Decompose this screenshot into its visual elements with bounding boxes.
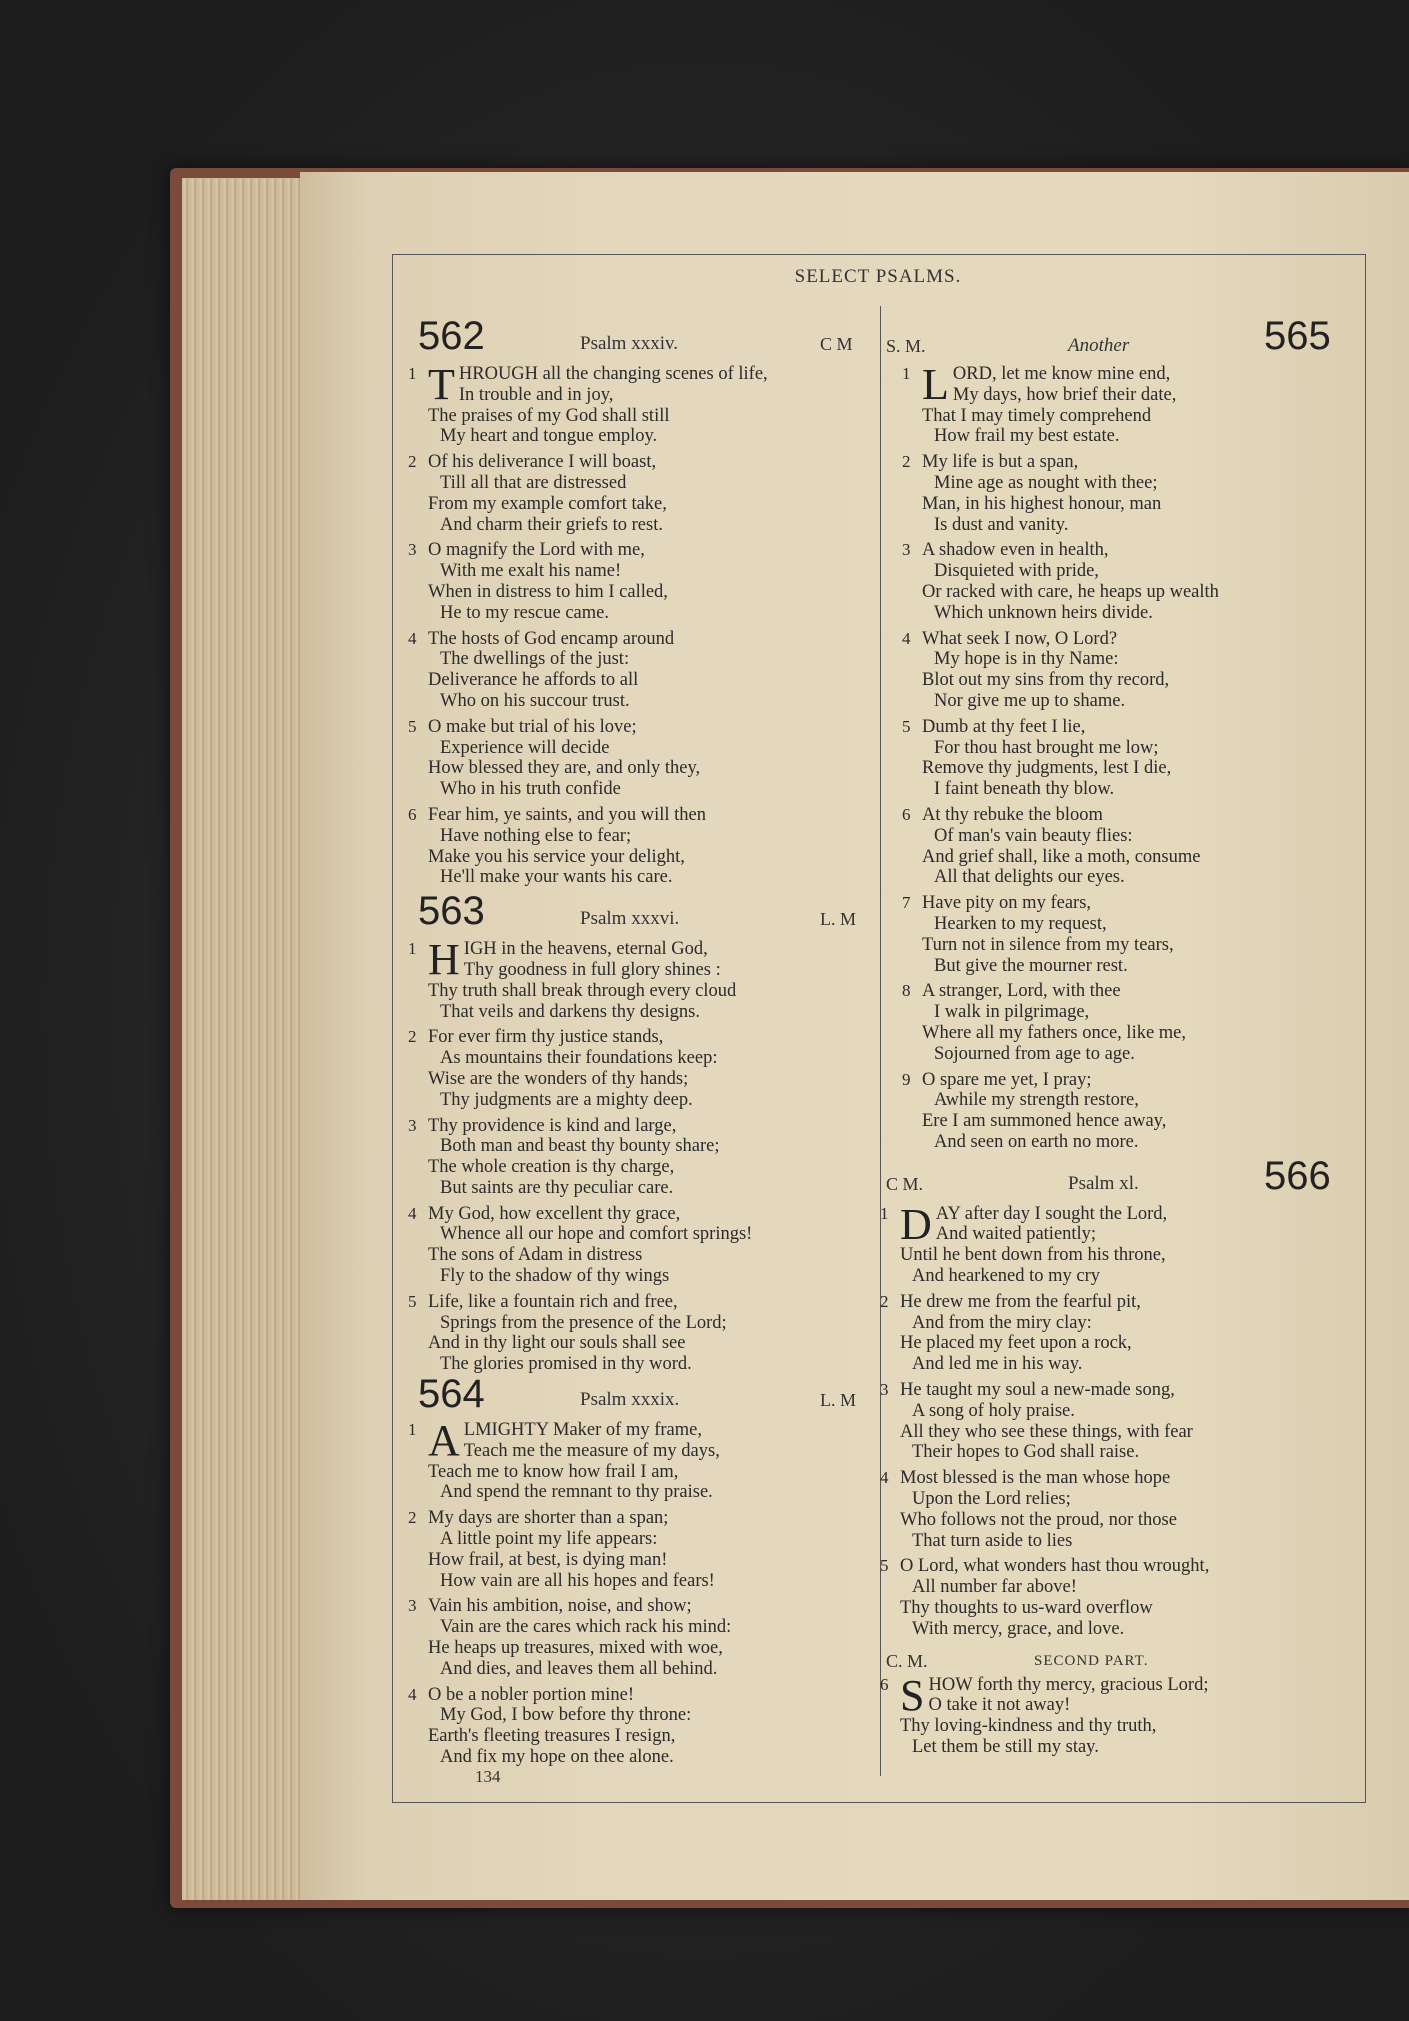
stanza-text xyxy=(412,1116,880,1199)
verse-line: Life, like a fountain rich and free, xyxy=(428,1291,678,1312)
verse-number: 1 xyxy=(408,1420,417,1440)
verse-number: 4 xyxy=(880,1468,889,1488)
psalm-header-562 xyxy=(412,314,880,364)
verse-line: Till all that are distressed xyxy=(440,472,627,493)
stanza xyxy=(902,628,1344,712)
stanza xyxy=(408,716,880,800)
right-column xyxy=(880,314,1344,1763)
verse-line: Turn not in silence from my tears, xyxy=(922,934,1174,955)
left-column xyxy=(408,314,880,1773)
psalm-meter: C M xyxy=(820,334,853,354)
stanza-text xyxy=(412,629,880,712)
verse-line: That turn aside to lies xyxy=(912,1530,1073,1551)
verse-line: Springs from the presence of the Lord; xyxy=(440,1312,727,1333)
verse-line: My hope is in thy Name: xyxy=(934,649,1119,670)
verse-number: 5 xyxy=(408,1291,417,1311)
verse-line: O take it not away! xyxy=(928,1695,1071,1716)
psalm-title: Psalm xxxvi. xyxy=(580,908,680,930)
psalm-meter: L. M xyxy=(820,909,856,930)
verse-line: Have nothing else to fear; xyxy=(440,825,632,846)
stanza xyxy=(902,1069,1344,1153)
stanza-text xyxy=(412,1596,880,1679)
verse-line: Earth's fleeting treasures I resign, xyxy=(428,1726,676,1747)
stanza xyxy=(408,804,880,888)
psalm-header-565 xyxy=(884,314,1344,364)
verse-number: 6 xyxy=(408,804,417,824)
verse-line: AY after day I sought the Lord, xyxy=(935,1203,1168,1224)
verse-line: Thy truth shall break through every cloud xyxy=(428,980,737,1001)
verse-line: How frail my best estate. xyxy=(934,426,1120,447)
verse-line: HOW forth thy mercy, gracious Lord; xyxy=(928,1674,1209,1695)
verse-line: With mercy, grace, and love. xyxy=(912,1618,1125,1639)
stanza xyxy=(902,452,1344,535)
verse-line: But saints are thy peculiar care. xyxy=(440,1177,674,1198)
verse-line: For ever firm thy justice stands, xyxy=(428,1027,664,1048)
psalm-header-564 xyxy=(412,1372,880,1420)
stanza xyxy=(408,1203,880,1287)
stanza-text xyxy=(906,629,1344,712)
stanza xyxy=(408,1596,880,1679)
verse-line: Thy loving-kindness and thy truth, xyxy=(900,1716,1157,1737)
verse-line: The dwellings of the just: xyxy=(440,649,630,670)
verse-line: My God, how excellent thy grace, xyxy=(428,1203,681,1224)
verse-line: Blot out my sins from thy record, xyxy=(922,670,1170,691)
verse-line: My days are shorter than a span; xyxy=(428,1508,669,1529)
stanza-text xyxy=(412,360,880,447)
verse-line: How frail, at best, is dying man! xyxy=(428,1549,668,1570)
verse-line: Vain are the cares which rack his mind: xyxy=(440,1617,732,1638)
verse-line: From my example comfort take, xyxy=(428,493,667,514)
verse-number: 3 xyxy=(408,1596,417,1616)
verse-line: Dumb at thy feet I lie, xyxy=(922,716,1086,737)
stanza-text xyxy=(412,452,880,535)
verse-line: And led me in his way. xyxy=(912,1354,1083,1375)
verse-number: 2 xyxy=(408,452,417,472)
verse-line: Vain his ambition, noise, and show; xyxy=(428,1596,692,1617)
verse-number: 2 xyxy=(408,1508,417,1528)
verse-line: And grief shall, like a moth, consume xyxy=(922,846,1201,867)
stanza-text xyxy=(412,805,880,888)
stanza-text xyxy=(412,935,880,1022)
verse-number: 3 xyxy=(408,540,417,560)
psalm-565-stanzas xyxy=(884,360,1344,1153)
stanza-text xyxy=(884,1380,1344,1463)
verse-line: The hosts of God encamp around xyxy=(428,628,675,649)
psalm-number: 564 xyxy=(418,1372,485,1417)
verse-line: O be a nobler portion mine! xyxy=(428,1684,635,1705)
stanza xyxy=(408,1027,880,1110)
psalm-title: Psalm xl. xyxy=(1068,1172,1139,1194)
stanza xyxy=(408,452,880,535)
verse-line: All number far above! xyxy=(912,1577,1077,1598)
verse-number: 4 xyxy=(408,1203,417,1223)
verse-line: I walk in pilgrimage, xyxy=(934,1002,1090,1023)
verse-line: But give the mourner rest. xyxy=(934,955,1128,976)
psalm-title: Psalm xxxix. xyxy=(580,1389,680,1411)
verse-line: Whence all our hope and comfort springs! xyxy=(440,1224,753,1245)
stanza-text xyxy=(412,1508,880,1591)
verse-line: My days, how brief their date, xyxy=(952,384,1177,405)
stanza xyxy=(880,1468,1344,1551)
verse-line: All they who see these things, with fear xyxy=(900,1421,1193,1442)
verse-line: That I may timely comprehend xyxy=(922,405,1152,426)
verse-line: Fear him, ye saints, and you will then xyxy=(428,804,706,825)
stanza xyxy=(408,1508,880,1591)
drop-cap: L xyxy=(922,360,949,409)
verse-line: Thy providence is kind and large, xyxy=(428,1115,677,1136)
verse-line: Thy judgments are a mighty deep. xyxy=(440,1089,693,1110)
stanza xyxy=(880,1670,1344,1758)
drop-cap: A xyxy=(428,1416,460,1466)
verse-line: A song of holy praise. xyxy=(912,1400,1075,1421)
verse-number: 1 xyxy=(408,364,417,383)
stanza-text xyxy=(906,1070,1344,1153)
verse-line: Until he bent down from his throne, xyxy=(900,1245,1166,1266)
stanza xyxy=(880,1199,1344,1287)
psalm-566-stanzas xyxy=(880,1199,1344,1640)
drop-cap: H xyxy=(428,935,460,985)
second-part-header xyxy=(884,1645,1344,1675)
verse-line: And waited patiently; xyxy=(935,1224,1097,1245)
verse-line: Man, in his highest honour, man xyxy=(922,493,1162,514)
stanza-text xyxy=(906,540,1344,623)
verse-line: All that delights our eyes. xyxy=(934,867,1125,888)
stanza xyxy=(880,1556,1344,1639)
stanza-text xyxy=(412,717,880,800)
stanza-text xyxy=(412,1685,880,1768)
stanza xyxy=(902,716,1344,800)
verse-line: That veils and darkens thy designs. xyxy=(440,1001,700,1022)
verse-number: 8 xyxy=(902,981,911,1001)
verse-line: Of man's vain beauty flies: xyxy=(934,825,1133,846)
verse-line: What seek I now, O Lord? xyxy=(922,628,1118,649)
psalm-title: Psalm xxxiv. xyxy=(580,333,678,354)
stanza-text xyxy=(884,1199,1344,1287)
stanza xyxy=(408,935,880,1022)
verse-number: 2 xyxy=(902,452,911,472)
verse-line: Sojourned from age to age. xyxy=(934,1043,1135,1064)
verse-line: Their hopes to God shall raise. xyxy=(912,1442,1140,1463)
verse-number: 5 xyxy=(880,1556,889,1576)
second-part-meter: C. M. xyxy=(886,1650,928,1671)
psalm-meter: L. M xyxy=(820,1390,856,1411)
stanza-text xyxy=(906,981,1344,1064)
psalm-563-stanzas xyxy=(408,935,880,1375)
verse-line: Where all my fathers once, like me, xyxy=(922,1022,1187,1043)
verse-number: 1 xyxy=(880,1203,889,1223)
verse-line: Disquieted with pride, xyxy=(934,561,1099,582)
stanza-text xyxy=(884,1670,1344,1758)
verse-line: Thy thoughts to us-ward overflow xyxy=(900,1598,1153,1619)
verse-line: Thy goodness in full glory shines : xyxy=(463,959,721,980)
verse-line: In trouble and in joy, xyxy=(458,384,614,405)
stanza xyxy=(902,981,1344,1064)
verse-line: For thou hast brought me low; xyxy=(934,737,1159,758)
psalm-number: 566 xyxy=(1264,1153,1331,1198)
stanza-text xyxy=(906,805,1344,888)
verse-line: How vain are all his hopes and fears! xyxy=(440,1570,715,1591)
verse-line: O spare me yet, I pray; xyxy=(922,1069,1092,1090)
verse-line: Awhile my strength restore, xyxy=(934,1090,1139,1111)
verse-line: Teach me to know how frail I am, xyxy=(428,1461,679,1482)
verse-line: As mountains their foundations keep: xyxy=(440,1048,718,1069)
verse-number: 5 xyxy=(408,716,417,736)
stanza xyxy=(408,628,880,712)
verse-line: Remove thy judgments, lest I die, xyxy=(922,758,1172,779)
stanza xyxy=(408,540,880,623)
verse-line: My life is but a span, xyxy=(922,452,1079,473)
verse-number: 7 xyxy=(902,893,911,913)
verse-number: 6 xyxy=(880,1674,889,1694)
verse-line: O magnify the Lord with me, xyxy=(428,540,645,561)
verse-line: He drew me from the fearful pit, xyxy=(900,1291,1141,1312)
psalm-number: 565 xyxy=(1264,314,1331,358)
verse-line: Deliverance he affords to all xyxy=(428,670,639,691)
stanza xyxy=(902,804,1344,888)
stanza xyxy=(408,360,880,447)
verse-number: 3 xyxy=(902,540,911,560)
page-edges xyxy=(182,178,312,1900)
psalm-meter: C M. xyxy=(886,1173,924,1194)
drop-cap: T xyxy=(428,360,455,409)
verse-line: My heart and tongue employ. xyxy=(440,426,658,447)
stanza xyxy=(902,893,1344,976)
verse-number: 2 xyxy=(408,1027,417,1047)
verse-line: Who in his truth confide xyxy=(440,779,621,800)
stanza xyxy=(408,1416,880,1503)
verse-line: Or racked with care, he heaps up wealth xyxy=(922,581,1219,602)
stanza-text xyxy=(906,717,1344,800)
stanza-text xyxy=(906,893,1344,976)
psalm-meter: S. M. xyxy=(886,336,926,356)
stanza xyxy=(880,1380,1344,1463)
verse-line: Hearken to my request, xyxy=(934,913,1107,934)
verse-line: Is dust and vanity. xyxy=(934,514,1069,535)
verse-line: And spend the remnant to thy praise. xyxy=(440,1482,713,1503)
verse-number: 5 xyxy=(902,716,911,736)
psalm-header-563 xyxy=(412,889,880,939)
verse-line: Have pity on my fears, xyxy=(922,893,1092,914)
verse-line: He to my rescue came. xyxy=(440,602,609,623)
psalm-566-second-part-stanzas xyxy=(880,1670,1344,1758)
verse-line: And hearkened to my cry xyxy=(912,1266,1101,1287)
stanza xyxy=(902,360,1344,447)
verse-line: And from the miry clay: xyxy=(912,1312,1092,1333)
verse-line: Make you his service your delight, xyxy=(428,846,685,867)
stanza xyxy=(408,1291,880,1375)
verse-line: The praises of my God shall still xyxy=(428,405,670,426)
verse-line: And seen on earth no more. xyxy=(934,1131,1139,1152)
verse-line: And in thy light our souls shall see xyxy=(428,1333,686,1354)
verse-number: 3 xyxy=(880,1380,889,1400)
stanza-text xyxy=(884,1292,1344,1375)
drop-cap: D xyxy=(900,1199,932,1249)
verse-line: Mine age as nought with thee; xyxy=(934,472,1158,493)
verse-line: LMIGHTY Maker of my frame, xyxy=(463,1420,702,1441)
verse-line: O make but trial of his love; xyxy=(428,716,637,737)
verse-number: 3 xyxy=(408,1115,417,1135)
psalm-number: 562 xyxy=(418,314,485,358)
verse-line: Who on his succour trust. xyxy=(440,690,630,711)
verse-line: Wise are the wonders of thy hands; xyxy=(428,1068,689,1089)
verse-line: Teach me the measure of my days, xyxy=(463,1440,720,1461)
stanza-text xyxy=(412,1292,880,1375)
stanza-text xyxy=(906,360,1344,447)
psalm-564-stanzas xyxy=(408,1416,880,1768)
verse-number: 2 xyxy=(880,1291,889,1311)
verse-line: He placed my feet upon a rock, xyxy=(900,1333,1132,1354)
verse-line: The glories promised in thy word. xyxy=(440,1354,692,1375)
verse-number: 9 xyxy=(902,1069,911,1089)
verse-number: 1 xyxy=(902,364,911,383)
stanza-text xyxy=(906,452,1344,535)
verse-number: 4 xyxy=(408,1684,417,1704)
verse-line: The whole creation is thy charge, xyxy=(428,1157,675,1178)
verse-number: 4 xyxy=(902,628,911,648)
verse-line: I faint beneath thy blow. xyxy=(934,779,1115,800)
verse-line: He'll make your wants his care. xyxy=(440,867,673,888)
verse-line: ORD, let me know mine end, xyxy=(952,364,1171,384)
verse-line: A stranger, Lord, with thee xyxy=(922,981,1121,1002)
verse-line: And charm their griefs to rest. xyxy=(440,514,663,535)
verse-line: With me exalt his name! xyxy=(440,561,622,582)
page-number: 134 xyxy=(475,1767,501,1786)
verse-line: Let them be still my stay. xyxy=(912,1737,1099,1758)
stanza-text xyxy=(412,1204,880,1287)
verse-line: IGH in the heavens, eternal God, xyxy=(463,939,708,960)
psalm-title: Another xyxy=(1068,335,1130,356)
verse-line: A little point my life appears: xyxy=(440,1529,658,1550)
verse-line: He taught my soul a new-made song, xyxy=(900,1380,1175,1401)
verse-line: A shadow even in health, xyxy=(922,540,1109,561)
stanza xyxy=(880,1291,1344,1375)
stanza-text xyxy=(412,540,880,623)
stanza-text xyxy=(884,1468,1344,1551)
stanza xyxy=(902,540,1344,623)
verse-line: Ere I am summoned hence away, xyxy=(922,1111,1167,1132)
verse-number: 4 xyxy=(408,628,417,648)
stanza-text xyxy=(412,1027,880,1110)
verse-line: Upon the Lord relies; xyxy=(912,1489,1071,1510)
running-head: SELECT PSALMS. xyxy=(794,266,962,287)
verse-line: When in distress to him I called, xyxy=(428,581,668,602)
verse-number: 1 xyxy=(408,939,417,959)
verse-line: Both man and beast thy bounty share; xyxy=(440,1136,720,1157)
verse-number: 6 xyxy=(902,804,911,824)
psalm-562-stanzas xyxy=(408,360,880,888)
stanza-text xyxy=(412,1416,880,1503)
verse-line: And dies, and leaves them all behind. xyxy=(440,1658,718,1679)
psalm-number: 563 xyxy=(418,889,485,934)
verse-line: Experience will decide xyxy=(440,737,610,758)
verse-line: Fly to the shadow of thy wings xyxy=(440,1266,670,1287)
stanza-text xyxy=(884,1556,1344,1639)
psalm-header-566 xyxy=(884,1153,1344,1204)
stanza xyxy=(408,1115,880,1199)
second-part-label: SECOND PART. xyxy=(1034,1652,1149,1669)
verse-line: The sons of Adam in distress xyxy=(428,1245,643,1266)
verse-line: Most blessed is the man whose hope xyxy=(900,1468,1171,1489)
verse-line: Who follows not the proud, nor those xyxy=(900,1509,1177,1530)
stanza xyxy=(408,1684,880,1768)
verse-line: Nor give me up to shame. xyxy=(934,690,1126,711)
verse-line: My God, I bow before thy throne: xyxy=(440,1705,692,1726)
verse-line: HROUGH all the changing scenes of life, xyxy=(458,364,768,384)
verse-line: At thy rebuke the bloom xyxy=(922,804,1103,825)
verse-line: And fix my hope on thee alone. xyxy=(440,1747,674,1768)
verse-line: Which unknown heirs divide. xyxy=(934,602,1153,623)
verse-line: Of his deliverance I will boast, xyxy=(428,452,657,473)
verse-line: He heaps up treasures, mixed with woe, xyxy=(428,1638,723,1659)
verse-line: O Lord, what wonders hast thou wrought, xyxy=(900,1556,1210,1577)
drop-cap: S xyxy=(900,1670,925,1720)
verse-line: How blessed they are, and only they, xyxy=(428,758,701,779)
